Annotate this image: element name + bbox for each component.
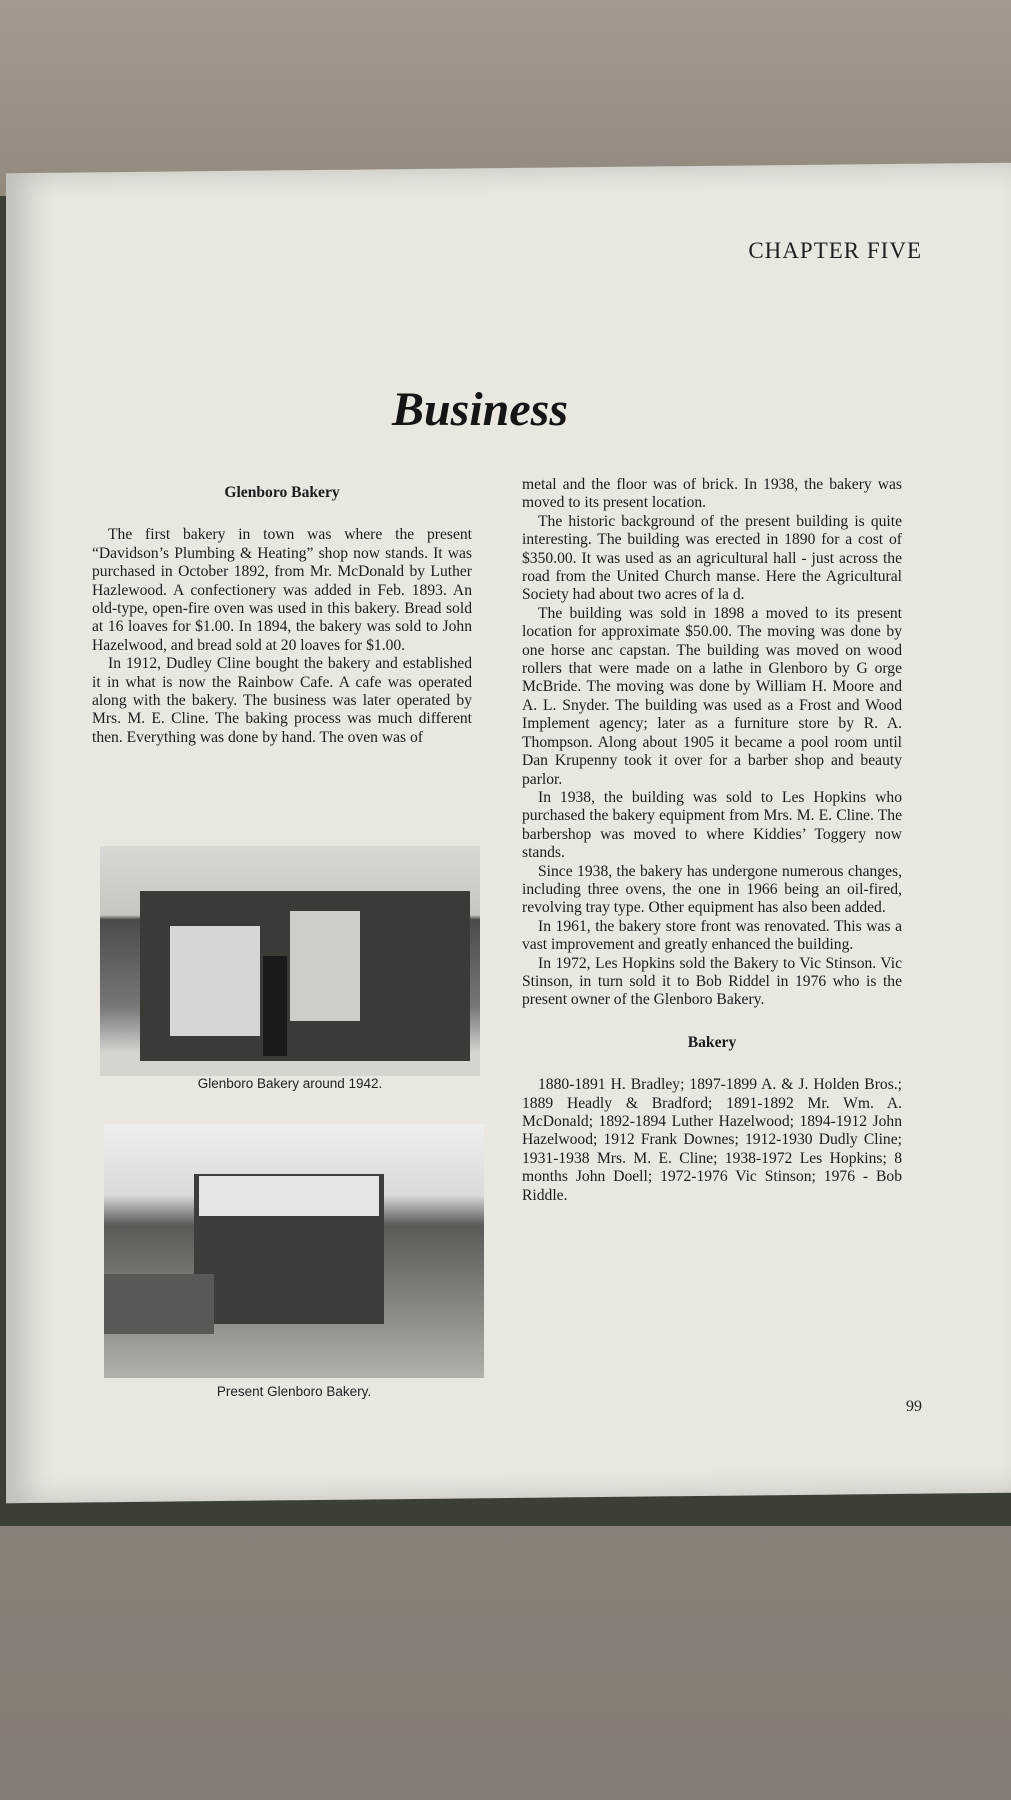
owner-list: 1880-1891 H. Bradley; 1897-1899 A. & J. Holden Bros.; 1889 Headly & Bradford; 1891-1892 Mr. Wm. A. McDonald; 1892-1894 Luther Hazelwood; 1894-1912 John Hazelwood; 1912 Frank Downes; 1912-1930 Dudly Cline; 1931-1938 Mrs. M. E. Cline; 1938-1972 Les Hopkins; 8 months John Doell; 1972-1976 Vic Stinson; 1976 - Bob Riddle. [522,1076,902,1204]
person-shape [263,956,287,1056]
car-shape [104,1274,214,1334]
left-column [92,484,472,747]
paragraph: In 1912, Dudley Cline bought the bakery and established it in what is now the Rainbow Cafe. A cafe was operated along with the bakery. The business was later operated by Mrs. M. E. Cline. The baking process was much different then. Everything was done by hand. The oven was of [92,655,472,746]
paragraph: Since 1938, the bakery has undergone numerous changes, including three ovens, the one in 1966 being an oil-fired, revolving tray type. Other equipment has also been added. [522,862,902,917]
photo-caption: Present Glenboro Bakery. [216,1384,372,1399]
paragraph: The building was sold in 1898 a moved to its present location for approximate $50.00. The moving was done by one horse anc capstan. The building was moved on wood rollers that were made on a lathe in Glenboro by G orge McBride. The moving was done by William H. Moore and A. L. Snyder. The building was used as a Frost and Wood Implement agency; later as a furniture store by R. A. Thompson. Along about 1905 it became a pool room until Dan Krupenny took it over for a barber shop and beauty parlor. [522,604,902,788]
photo-bakery-1942 [100,846,480,1076]
chapter-heading: CHAPTER FIVE [748,238,922,263]
paragraph: The first bakery in town was where the present “Davidson’s Plumbing & Heating” shop now stands. It was purchased in October 1892, from Mr. McDonald by Luther Hazlewood. A confectionery was added in Feb. 1893. An old-type, open-fire oven was used in this bakery. Bread sold at 16 loaves for $1.00. In 1894, the bakery was sold to John Hazelwood, and bread sold at 20 loaves for $1.00. [92,526,472,654]
window-shape [290,911,360,1021]
section-heading: Glenboro Bakery [224,484,340,501]
page-number: 99 [906,1398,922,1415]
paragraph: In 1938, the building was sold to Les Hopkins who purchased the bakery equipment from Mrs. M. E. Cline. The barbershop was moved to where Kiddies’ Toggery now stands. [522,788,902,862]
paragraph: metal and the floor was of brick. In 1938, the bakery was moved to its present location. [522,476,902,512]
paragraph: In 1972, Les Hopkins sold the Bakery to Vic Stinson. Vic Stinson, in turn sold it to Bob Riddel in 1976 who is the present owner of the Glenboro Bakery. [522,954,902,1009]
photo-present-bakery [104,1124,484,1378]
sign-shape [199,1176,379,1216]
page-title: Business [391,383,569,436]
paragraph: In 1961, the bakery store front was renovated. This was a vast improvement and greatly enhanced the building. [522,917,902,954]
list-heading: Bakery [687,1033,737,1051]
photo-caption: Glenboro Bakery around 1942. [197,1076,383,1091]
right-column [522,476,902,1205]
window-shape [170,926,260,1036]
paragraph: The historic background of the present building is quite interesting. The building was erected in 1890 for a cost of $350.00. It was used as an agricultural hall - just across the road from the United Church manse. Here the Agricultural Society had about two acres of la d. [522,512,902,604]
